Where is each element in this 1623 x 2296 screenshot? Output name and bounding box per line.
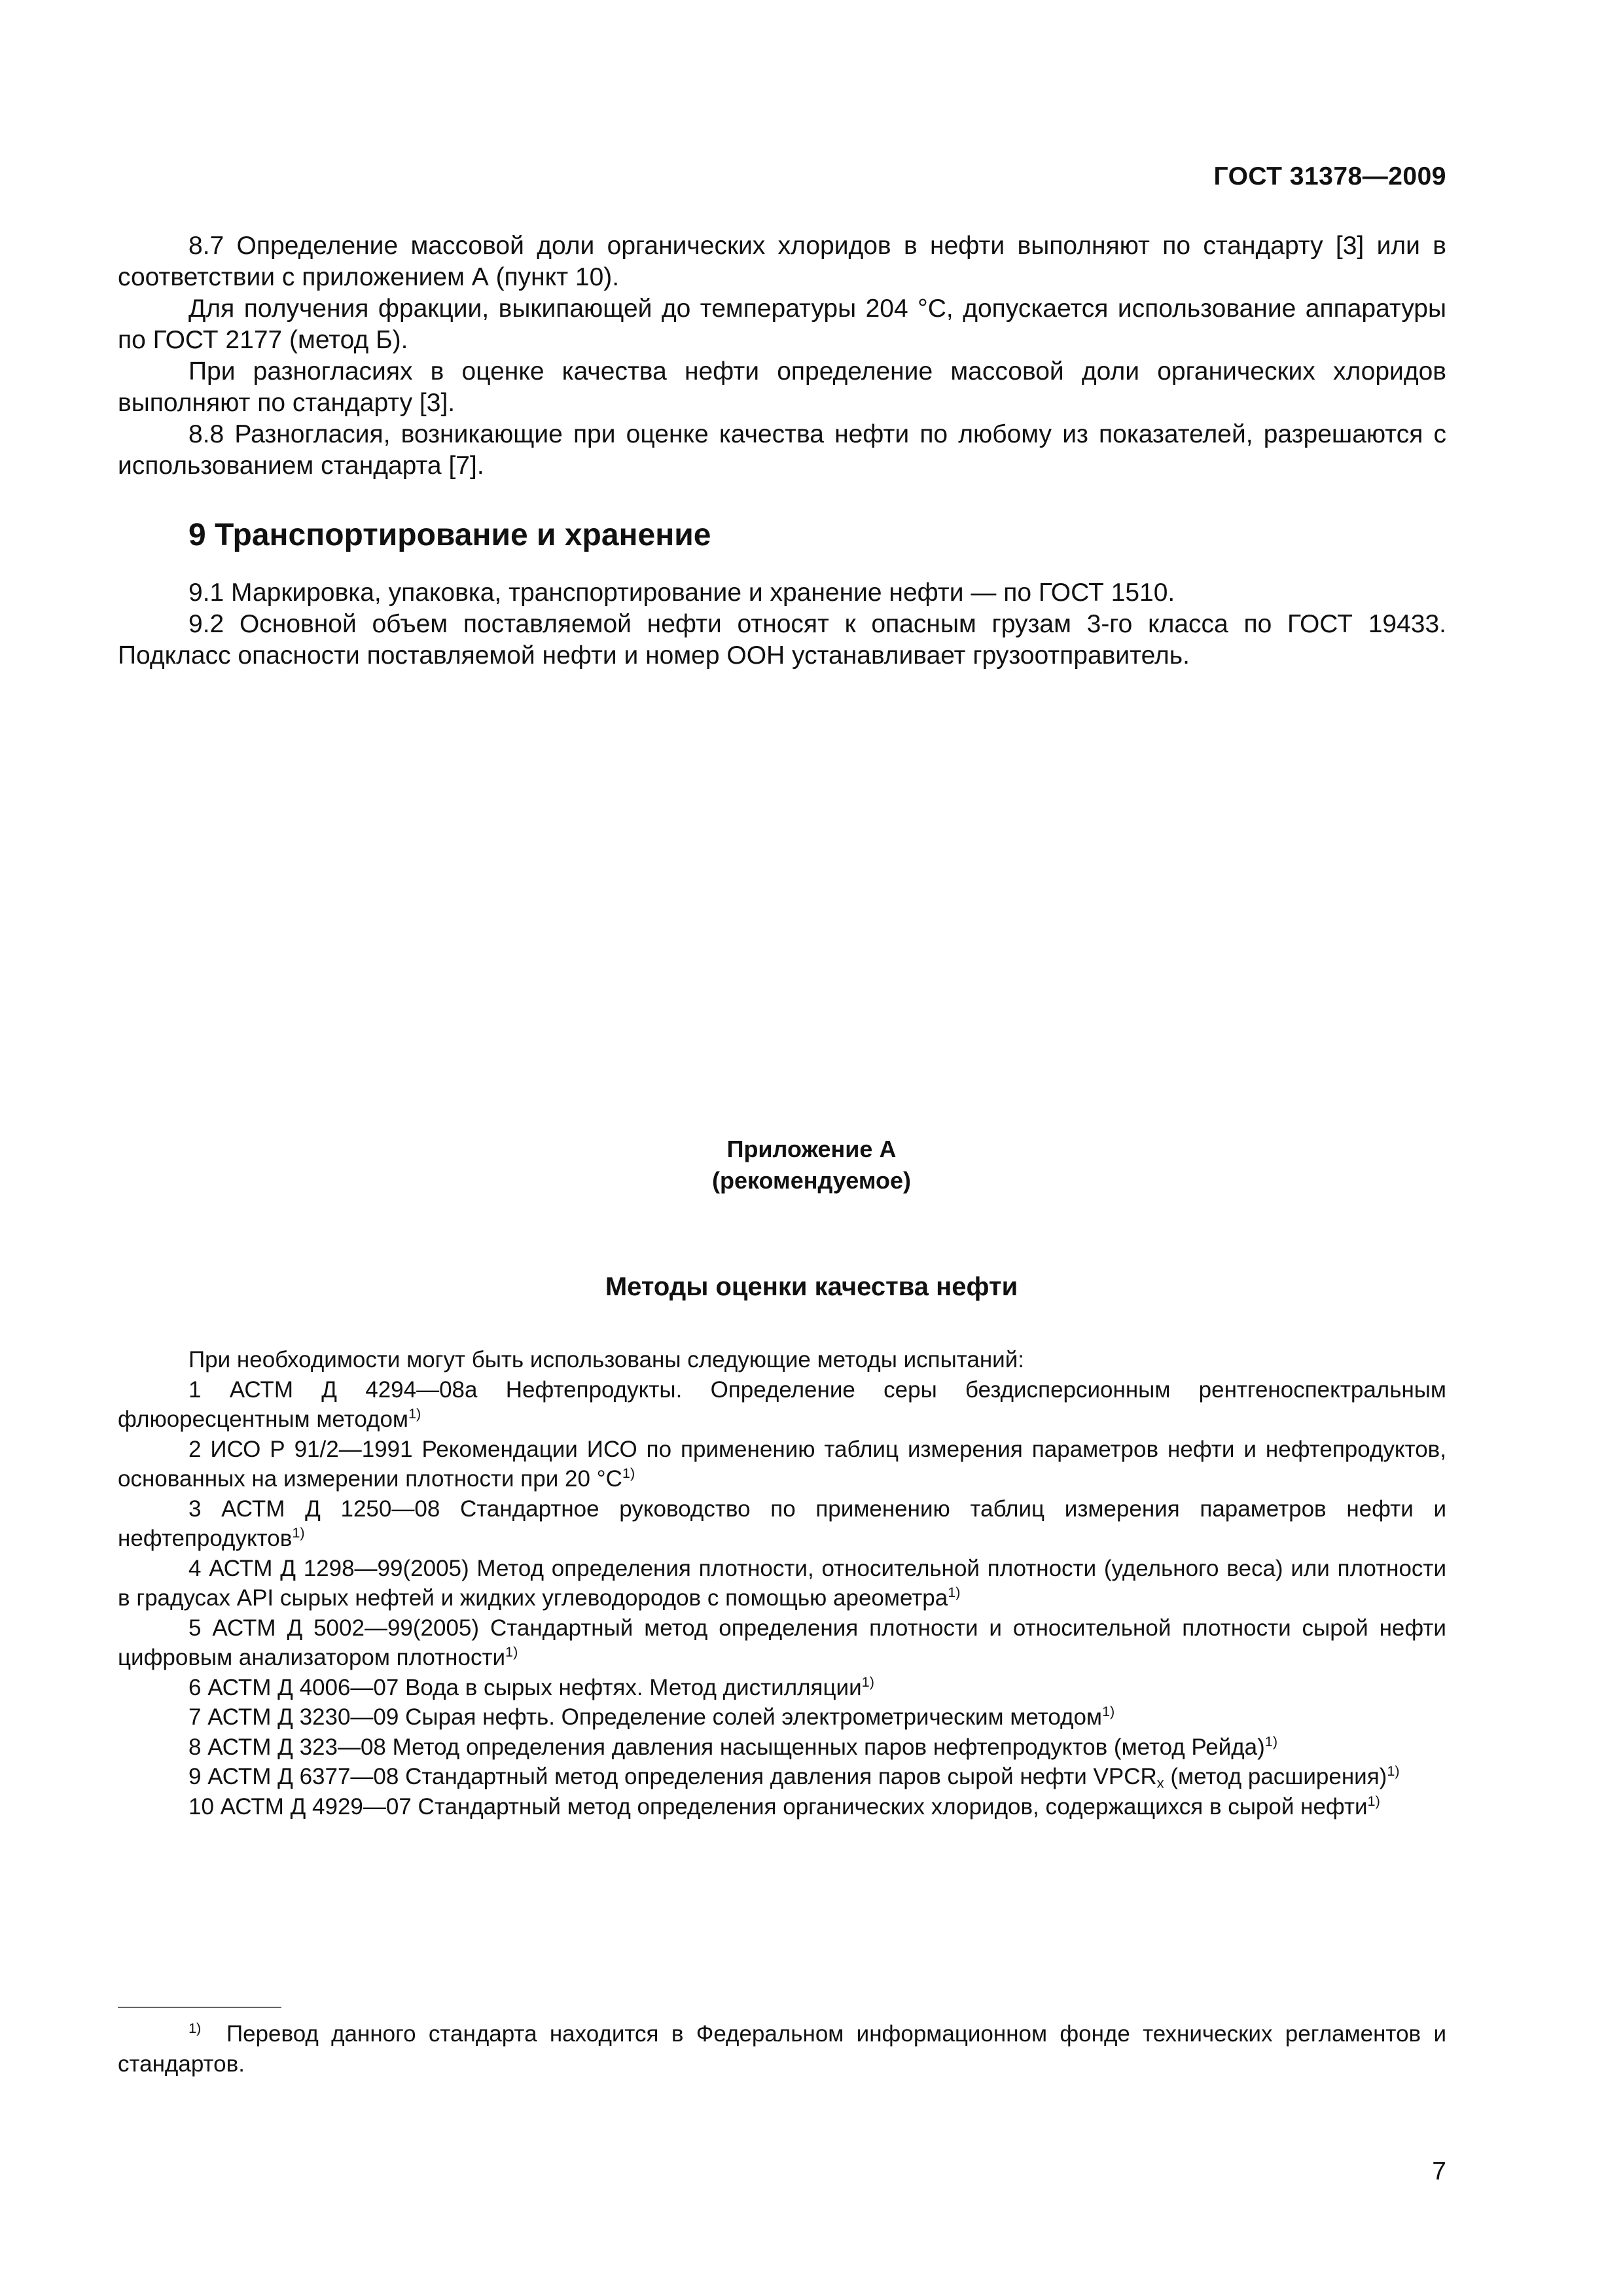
appendix-heading [0, 1134, 1623, 1196]
appendix-label: Приложение А [726, 1136, 897, 1162]
paragraph-disagreement: При разногласиях в оценке качества нефти определение массовой доли органических хлоридов выполняют по стандарту [3]. [118, 357, 1446, 417]
method-text: 2 ИСО Р 91/2—1991 Рекомендации ИСО по применению таблиц измерения параметров нефти и нефтепродуктов, основанных на измерении плотности при 20 °С [118, 1436, 1446, 1492]
footnote-body: Перевод данного стандарта находится в Федеральном информационном фонде технических регламентов и стандартов. [118, 2021, 1446, 2077]
footnote-ref: 1) [408, 1405, 421, 1422]
method-text: 9 АСТМ Д 6377—08 Стандартный метод определения давления паров сырой нефти VPCR [188, 1764, 1157, 1789]
footnote-mark: 1) [188, 2019, 202, 2036]
section-9-title: 9 Транспортирование и хранение [188, 518, 711, 552]
footnote-ref: 1) [948, 1583, 961, 1600]
method-text: 7 АСТМ Д 3230—09 Сырая нефть. Определение солей электрометрическим методом [188, 1704, 1102, 1730]
appendix-title: Методы оценки качества нефти [605, 1272, 1018, 1301]
paragraph-9-1: 9.1 Маркировка, упаковка, транспортирование и хранение нефти — по ГОСТ 1510. [188, 579, 1175, 607]
method-item [118, 1673, 1446, 1703]
method-text: 8 АСТМ Д 323—08 Метод определения давления насыщенных паров нефтепродуктов (метод Рейда) [188, 1734, 1265, 1760]
footnote-text [118, 2019, 1446, 2079]
paragraph-9-2: 9.2 Основной объем поставляемой нефти относят к опасным грузам 3-го класса по ГОСТ 19433. Подкласс опасности поставляемой нефти и номер ООН устанавливает грузоотправитель. [118, 610, 1446, 670]
method-item [118, 1732, 1446, 1763]
method-text: 3 АСТМ Д 1250—08 Стандартное руководство по применению таблиц измерения параметров нефти и нефтепродуктов [118, 1496, 1446, 1551]
appendix-status: (рекомендуемое) [712, 1167, 911, 1194]
method-text: 6 АСТМ Д 4006—07 Вода в сырых нефтях. Метод дистилляции [188, 1674, 862, 1700]
method-item [118, 1375, 1446, 1435]
methods-list [118, 1345, 1446, 1821]
method-item [118, 1613, 1446, 1673]
method-item [118, 1494, 1446, 1554]
footnote-ref: 1) [1387, 1762, 1400, 1779]
method-item [118, 1435, 1446, 1494]
methods-intro: При необходимости могут быть использованы следующие методы испытаний: [188, 1347, 1024, 1372]
document-code: ГОСТ 31378—2009 [1213, 162, 1446, 190]
method-item [118, 1792, 1446, 1822]
footnote-ref: 1) [861, 1673, 874, 1690]
footnote-divider [118, 2007, 281, 2008]
subscript-x: x [1156, 1774, 1164, 1791]
paragraph-fraction: Для получения фракции, выкипающей до температуры 204 °С, допускается использование аппаратуры по ГОСТ 2177 (метод Б). [118, 295, 1446, 354]
paragraph-8-7: 8.7 Определение массовой доли органических хлоридов в нефти выполняют по стандарту [3] или в соответствии с приложением А (пункт 10). [118, 232, 1446, 291]
footnote-ref: 1) [1101, 1702, 1115, 1719]
method-item [118, 1762, 1446, 1792]
footnote [118, 2019, 1446, 2079]
method-text: 4 АСТМ Д 1298—99(2005) Метод определения плотности, относительной плотности (удельного веса) или плотности в градусах API сырых нефтей и жидких углеводородов с помощью ареометра [118, 1555, 1446, 1611]
method-item [118, 1554, 1446, 1613]
paragraph-8-8: 8.8 Разногласия, возникающие при оценке качества нефти по любому из показателей, разрешаются с использованием стандарта [7]. [118, 420, 1446, 480]
method-text: 5 АСТМ Д 5002—99(2005) Стандартный метод определения плотности и относительной плотности сырой нефти цифровым анализатором плотности [118, 1615, 1446, 1670]
method-item [118, 1702, 1446, 1732]
footnote-ref: 1) [505, 1643, 518, 1660]
section-9-text [118, 577, 1446, 672]
section-8-text [118, 230, 1446, 482]
method-text: 1 АСТМ Д 4294—08а Нефтепродукты. Определение серы бездисперсионным рентгеноспектральным флюоресцентным методом [118, 1376, 1446, 1432]
footnote-ref: 1) [622, 1464, 635, 1481]
footnote-ref: 1) [1264, 1732, 1278, 1749]
method-text: (метод расширения) [1164, 1764, 1387, 1789]
page-number: 7 [1432, 2157, 1446, 2185]
footnote-ref: 1) [1367, 1792, 1380, 1809]
method-text: 10 АСТМ Д 4929—07 Стандартный метод определения органических хлоридов, содержащихся в сырой нефти [188, 1793, 1368, 1820]
footnote-ref: 1) [292, 1524, 305, 1541]
